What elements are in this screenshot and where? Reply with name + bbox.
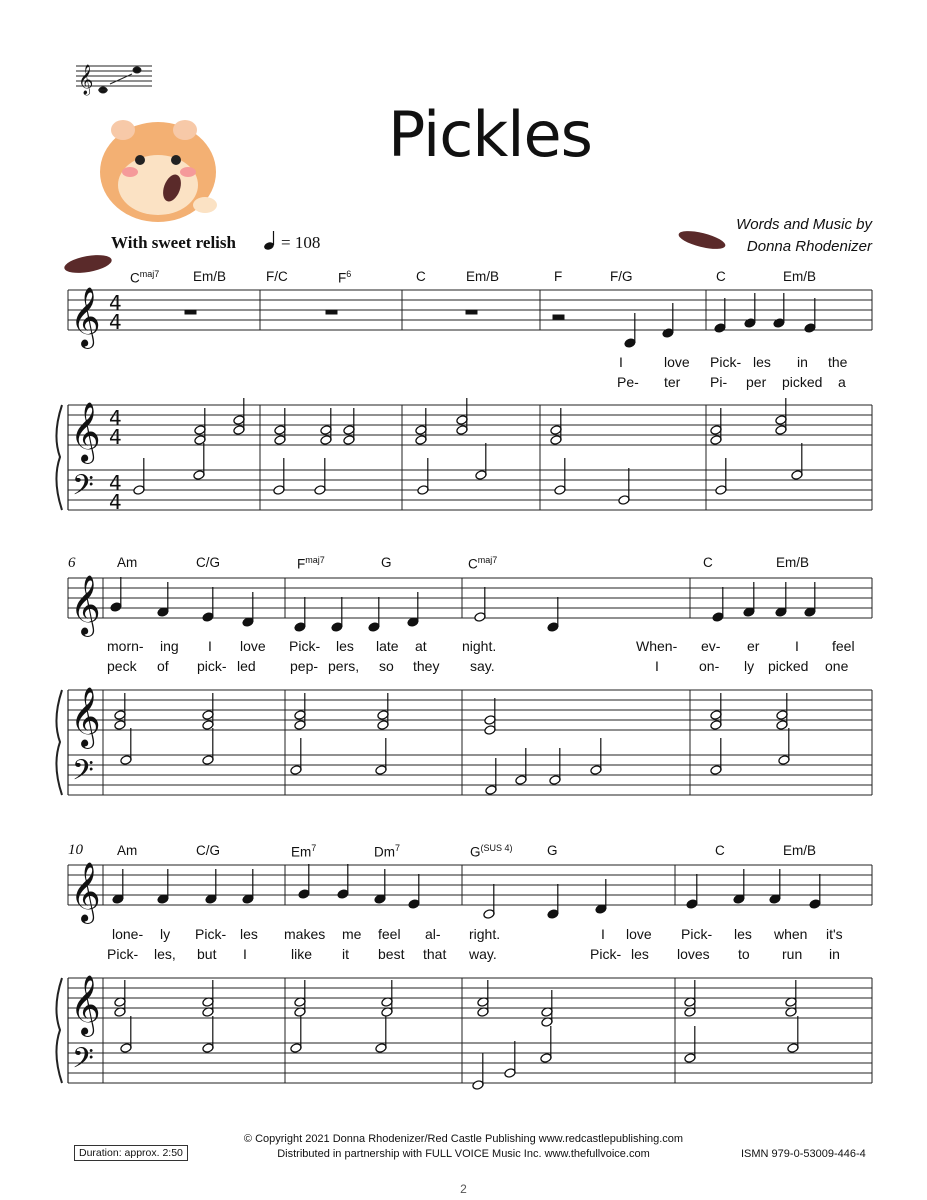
chord-symbol: Em/B: [776, 555, 810, 570]
time-signature: 4: [109, 471, 122, 495]
lyric-syllable: I: [243, 946, 247, 962]
lyric-syllable: Pick-: [195, 926, 227, 942]
lyric-syllable: the: [828, 354, 848, 370]
lyric-syllable: it's: [826, 926, 843, 942]
page-title: Pickles: [388, 98, 592, 171]
lyric-syllable: me: [342, 926, 362, 942]
treble-clef: 𝄞: [70, 862, 101, 922]
measure-number: 10: [68, 842, 83, 858]
brace: [56, 405, 62, 510]
lyric-syllable: picked: [782, 374, 823, 390]
chord-symbol: Em$^7$: [291, 843, 317, 860]
lyric-syllable: Pe-: [617, 374, 639, 390]
treble-clef: 𝄞: [70, 287, 101, 347]
distribution-notice: Distributed in partnership with FULL VOICE Music Inc. www.thefullvoice.com: [277, 1148, 650, 1160]
tempo-value: = 108: [281, 233, 321, 252]
lyric-syllable: love: [626, 926, 652, 942]
lyric-syllable: say.: [470, 658, 495, 674]
vocal-range-staff: [76, 64, 152, 96]
chord-symbol: Am: [117, 555, 138, 570]
lyric-syllable: les: [336, 638, 354, 654]
chord-symbol: Dm$^7$: [374, 843, 401, 860]
chord-symbol: C/G: [196, 843, 221, 858]
treble-clef: 𝄞: [70, 575, 101, 635]
lyric-syllable: on-: [699, 658, 720, 674]
lyric-syllable: to: [738, 946, 750, 962]
lyric-syllable: feel: [378, 926, 401, 942]
whole-rest: [466, 310, 477, 314]
lyric-syllable: loves: [677, 946, 710, 962]
composer-name: Donna Rhodenizer: [746, 238, 872, 255]
lyric-syllable: pick-: [197, 658, 227, 674]
treble-clef: 𝄞: [70, 975, 101, 1035]
lyric-syllable: at: [415, 638, 427, 654]
lyric-syllable: Pick-: [289, 638, 321, 654]
lyric-syllable: Pick-: [107, 946, 139, 962]
lyric-syllable: it: [342, 946, 349, 962]
lyric-syllable: that: [423, 946, 447, 962]
chord-symbol: C: [716, 269, 726, 284]
brace: [56, 978, 62, 1083]
lyric-syllable: ev-: [701, 638, 721, 654]
duration-box: Duration: approx. 2:50: [74, 1145, 188, 1161]
chord-symbol: Em/B: [466, 269, 500, 284]
tempo-marking: With sweet relish: [111, 233, 236, 252]
lyric-syllable: picked: [768, 658, 809, 674]
time-signature: 4: [109, 291, 122, 315]
lyric-syllable: way.: [469, 946, 497, 962]
lyric-syllable: of: [157, 658, 169, 674]
lyric-syllable: night.: [462, 638, 497, 654]
hamster-illustration: [100, 120, 217, 222]
chord-symbol: Em/B: [783, 269, 817, 284]
lyric-syllable: ing: [160, 638, 179, 654]
lyric-syllable: When-: [636, 638, 678, 654]
lyric-syllable: a: [838, 374, 846, 390]
whole-rest: [553, 315, 564, 319]
lyric-syllable: lone-: [112, 926, 144, 942]
lyric-syllable: one: [825, 658, 849, 674]
treble-clef: 𝄞: [70, 402, 101, 462]
lyric-syllable: in: [829, 946, 840, 962]
brace: [56, 690, 62, 795]
lyric-syllable: al-: [425, 926, 441, 942]
lyric-syllable: I: [619, 354, 623, 370]
chord-symbol: $F^{maj7}$: [297, 555, 325, 572]
copyright-notice: © Copyright 2021 Donna Rhodenizer/Red Castle Publishing www.redcastlepublishing.com: [243, 1133, 684, 1145]
svg-text:𝄞: 𝄞: [78, 65, 94, 95]
lyric-syllable: led: [237, 658, 256, 674]
chord-symbol: C: [703, 555, 713, 570]
chord-symbol: Am: [117, 843, 138, 858]
chord-symbol: G: [381, 555, 392, 570]
time-signature: 4: [109, 406, 122, 430]
chord-symbol: C/G: [196, 555, 221, 570]
chord-symbol: $C^{maj7}$: [130, 269, 160, 286]
lyric-syllable: right.: [469, 926, 501, 942]
chord-symbol: Em/B: [193, 269, 227, 284]
lyric-syllable: but: [197, 946, 217, 962]
quarter-note-icon: [263, 231, 275, 251]
whole-rest: [185, 310, 196, 314]
chord-symbol: F/C: [266, 269, 288, 284]
lyric-syllable: they: [413, 658, 440, 674]
lyric-syllable: les: [240, 926, 258, 942]
whole-rest: [326, 310, 337, 314]
page-number: 2: [460, 1182, 467, 1196]
lyric-syllable: per: [746, 374, 767, 390]
lyric-syllable: love: [240, 638, 266, 654]
lyric-syllable: morn-: [107, 638, 144, 654]
lyric-syllable: Pick-: [681, 926, 713, 942]
lyric-syllable: I: [655, 658, 659, 674]
lyric-syllable: best: [378, 946, 405, 962]
chord-symbol: C: [715, 843, 725, 858]
lyric-syllable: Pi-: [710, 374, 728, 390]
lyric-syllable: les: [734, 926, 752, 942]
lyric-syllable: love: [664, 354, 690, 370]
chord-symbol: $G^{(SUS 4)}$: [470, 843, 513, 860]
chord-symbol: G: [547, 843, 558, 858]
chord-symbol: F: [554, 269, 563, 284]
lyric-syllable: ly: [744, 658, 755, 674]
lyric-syllable: ly: [160, 926, 171, 942]
lyric-syllable: les: [753, 354, 771, 370]
lyric-syllable: I: [208, 638, 212, 654]
lyric-syllable: Pick-: [710, 354, 742, 370]
treble-clef: 𝄞: [70, 687, 101, 747]
lyric-syllable: er: [747, 638, 760, 654]
lyric-syllable: late: [376, 638, 399, 654]
lyric-syllable: feel: [832, 638, 855, 654]
chord-symbol: $F^6$: [338, 269, 352, 286]
lyric-syllable: les: [631, 946, 649, 962]
lyric-syllable: run: [782, 946, 803, 962]
lyric-syllable: makes: [284, 926, 326, 942]
lyric-syllable: peck: [107, 658, 137, 674]
lyric-syllable: pep-: [290, 658, 319, 674]
chord-symbol: C: [416, 269, 426, 284]
seed-icon: [677, 227, 727, 252]
lyric-syllable: ter: [664, 374, 681, 390]
chord-symbol: Em/B: [783, 843, 817, 858]
credit-line: Words and Music by: [736, 216, 872, 233]
measure-number: 6: [68, 555, 76, 571]
lyric-syllable: pers,: [328, 658, 360, 674]
time-signature: 4: [109, 425, 122, 449]
time-signature: 4: [109, 310, 122, 334]
lyric-syllable: les,: [154, 946, 176, 962]
chord-symbol: $C^{maj7}$: [468, 555, 498, 572]
credit: [736, 214, 872, 258]
lyric-syllable: like: [291, 946, 313, 962]
ismn-code: ISMN 979-0-53009-446-4: [741, 1148, 866, 1160]
seed-icon: [63, 252, 113, 276]
bass-clef: 𝄢: [72, 754, 94, 794]
time-signature: 4: [109, 490, 122, 514]
lyric-syllable: I: [795, 638, 799, 654]
lyric-syllable: in: [797, 354, 808, 370]
chord-symbol: F/G: [610, 269, 633, 284]
bass-clef: 𝄢: [72, 1042, 94, 1082]
lyric-syllable: so: [379, 658, 394, 674]
lyric-syllable: I: [601, 926, 605, 942]
bass-clef: 𝄢: [72, 469, 94, 509]
lyric-syllable: when: [774, 926, 808, 942]
lyric-syllable: Pick-: [590, 946, 622, 962]
